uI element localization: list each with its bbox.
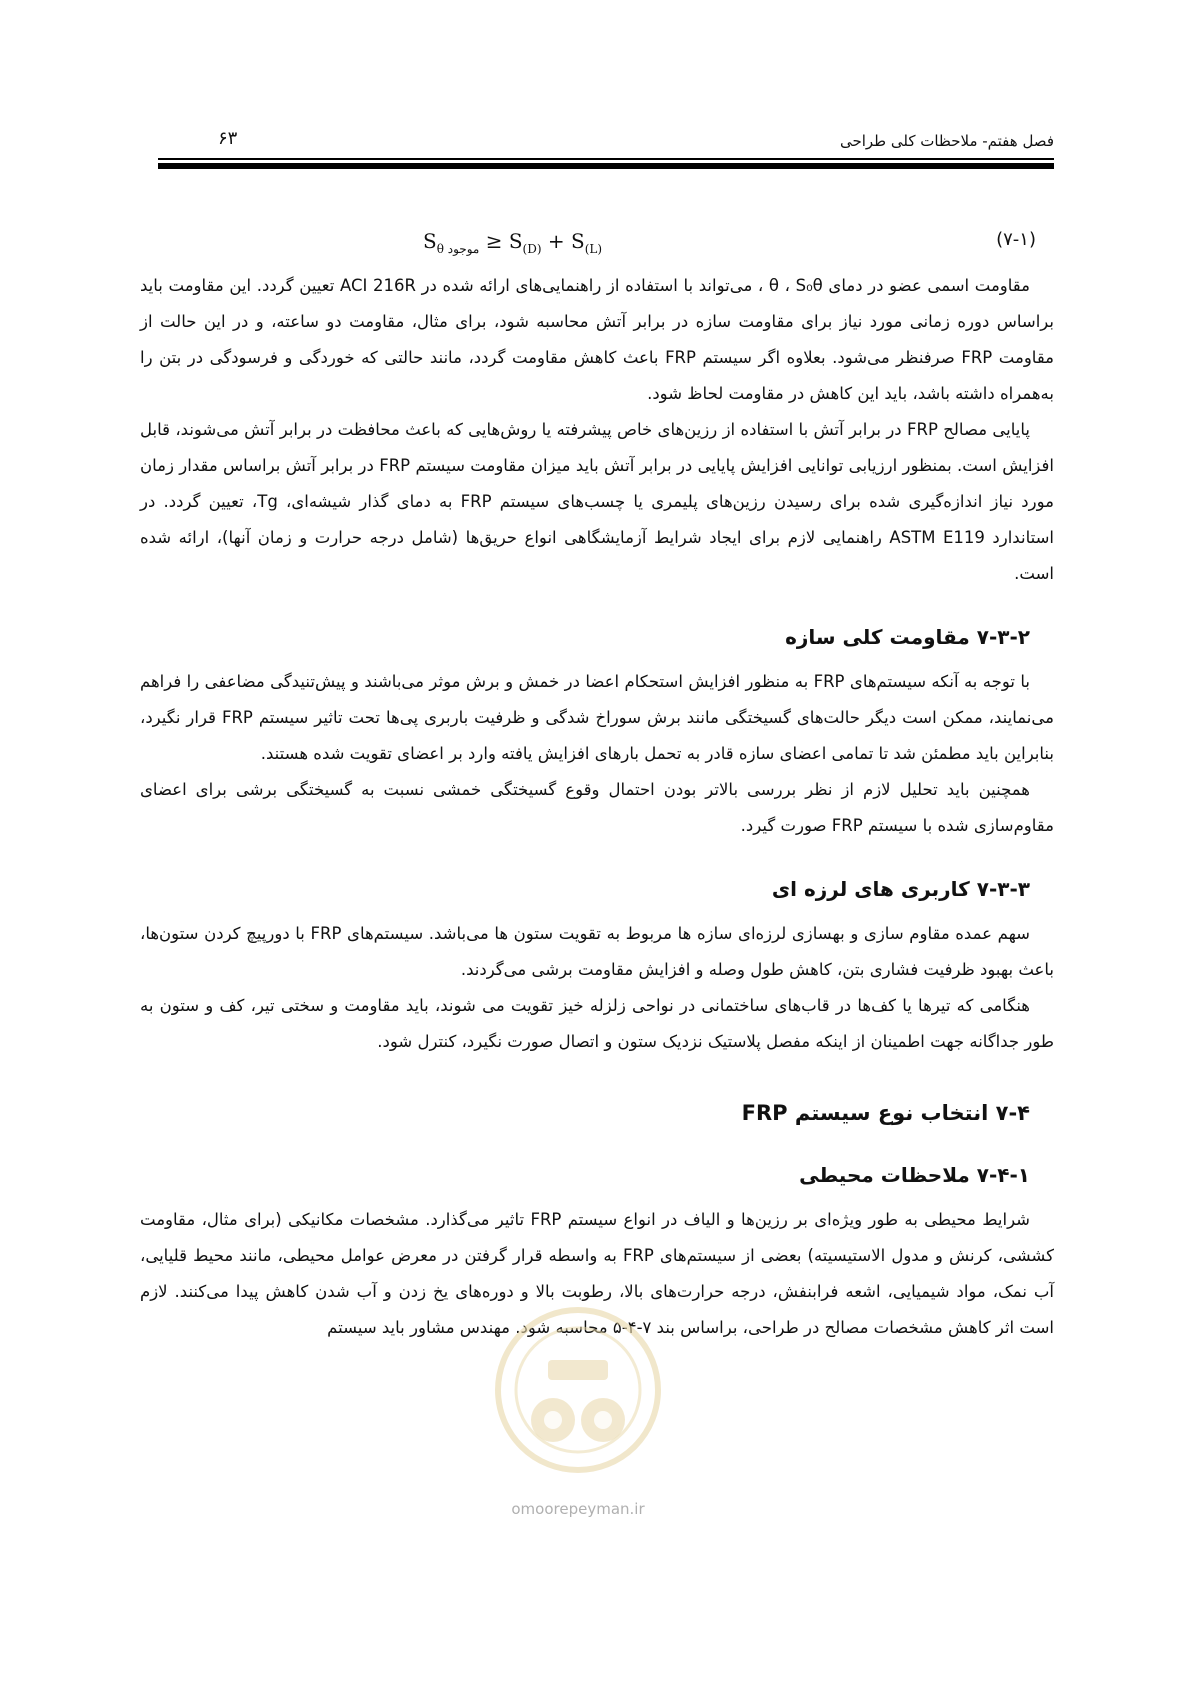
paragraph: سهم عمده مقاوم سازی و بهسازی لرزه‌ای سازه ها مربوط به تقویت ستون ها می‌باشد. سیستم‌های FRP با دورپیچ کردن ستون‌ها، باعث بهبود ظرفیت فشاری بتن، کاهش طول وصله و افزایش مقاومت برشی می‌گردند. [140,924,1054,979]
watermark-text: omoorepeyman.ir [511,1500,645,1518]
main-content [140,268,1054,1346]
eq-term1-sub: (D) [522,242,542,256]
page-header [158,122,1054,162]
page-number: ۶۳ [218,128,238,149]
eq-plus: + [547,229,565,253]
eq-relation: ≥ [485,229,503,253]
header-rule-thick [158,163,1054,169]
paragraph: با توجه به آنکه سیستم‌های FRP به منظور افزایش استحکام اعضا در خمش و برش موثر می‌باشند و پیش‌تنیدگی مضاعفی را فراهم می‌نمایند، ممکن است دیگر حالت‌های گسیختگی مانند برش سوراخ شدگی و ظرفیت باربری پی‌ها تحت تاثیر سیستم FRP قرار نگیرد، بنابراین باید مطمئن شد تا تمامی اعضای سازه قادر به تحمل بارهای افزایش یافته وارد بر اعضای تقویت شده هستند. [140,672,1054,763]
equation-7-1 [158,225,1054,259]
eq-lhs: S [423,229,437,253]
eq-term2-sub: (L) [584,242,603,256]
header-rule-thin [158,158,1054,160]
paragraph: هنگامی که تیرها یا کف‌ها در قاب‌های ساختمانی در نواحی زلزله خیز تقویت می شوند، باید مقاومت و سختی تیر، کف و ستون به طور جداگانه جهت اطمینان از اینکه مفصل پلاستیک نزدیک ستون و اتصال صورت نگیرد، کنترل شود. [140,996,1054,1051]
eq-lhs-sub: θ موجود [436,242,480,256]
chapter-title: فصل هفتم- ملاحظات کلی طراحی [839,132,1054,150]
eq-term1: S [508,229,523,253]
section-heading-7-4-1: ۷-۴-۱ ملاحظات محیطی [799,1163,1030,1187]
paragraph: شرایط محیطی به طور ویژه‌ای بر رزین‌ها و الیاف در انواع سیستم FRP تاثیر می‌گذارد. مشخصات مکانیکی (برای مثال، مقاومت کششی، کرنش و مدول الاستیسیته) بعضی از سیستم‌های FRP به واسطه قرار گرفتن در معرض عوامل محیطی، مانند محیط قلیایی، آب نمک، مواد شیمیایی، اشعه فرابنفش، درجه حرارت‌های بالا، رطوبت بالا و دوره‌های یخ زدن و آب شدن کاهش پیدا می‌کنند. لازم است اثر کاهش مشخصات مصالح در طراحی، براساس بند ۷-۴-۵ محاسبه شود. مهندس مشاور باید سیستم [140,1210,1054,1337]
paragraph: همچنین باید تحلیل لازم از نظر بررسی بالاتر بودن احتمال وقوع گسیختگی خمشی نسبت به گسیختگی برشی برای اعضای مقاوم‌سازی شده با سیستم FRP صورت گیرد. [140,780,1054,835]
paragraph: پایایی مصالح FRP در برابر آتش با استفاده از رزین‌های خاص پیشرفته یا روش‌هایی که باعث محافظت در برابر آتش می‌شوند، قابل افزایش است. بمنظور ارزیابی توانایی افزایش پایایی در برابر آتش باید میزان مقاومت سیستم FRP در برابر آتش براساس مقدار زمان مورد نیاز اندازه‌گیری شده برای رسیدن رزین‌های پلیمری یا چسب‌های سیستم FRP به دمای گذار شیشه‌ای، Tg، تعیین گردد. در استاندارد ASTM E119 راهنمایی لازم برای ایجاد شرایط آزمایشگاهی انواع حریق‌ها (شامل درجه حرارت و زمان آنها)، ارائه شده است. [140,420,1054,583]
equation-number: (۷-۱) [996,229,1036,250]
section-heading-7-4: ۷-۴ انتخاب نوع سیستم FRP [741,1101,1030,1125]
paragraph: مقاومت اسمی عضو در دمای θ ، S₀θ ، می‌تواند با استفاده از راهنمایی‌های ارائه شده در ACI 216R تعیین گردد. این مقاومت باید براساس دوره زمانی مورد نیاز برای مقاومت سازه در برابر آتش محاسبه شود، برای مثال، مقاومت دو ساعته، و در این حالت از مقاومت FRP صرفنظر می‌شود. بعلاوه اگر سیستم FRP باعث کاهش مقاومت گردد، مانند حالتی که خوردگی و فرسودگی در بتن را به‌همراه داشته باشد، باید این کاهش در مقاومت لحاظ شود. [140,276,1054,403]
equation-body [423,229,602,256]
section-heading-7-3-2: ۷-۳-۲ مقاومت کلی سازه [785,625,1030,649]
section-heading-7-3-3: ۷-۳-۳ کاربری های لرزه ای [771,877,1030,901]
eq-term2: S [571,229,585,253]
